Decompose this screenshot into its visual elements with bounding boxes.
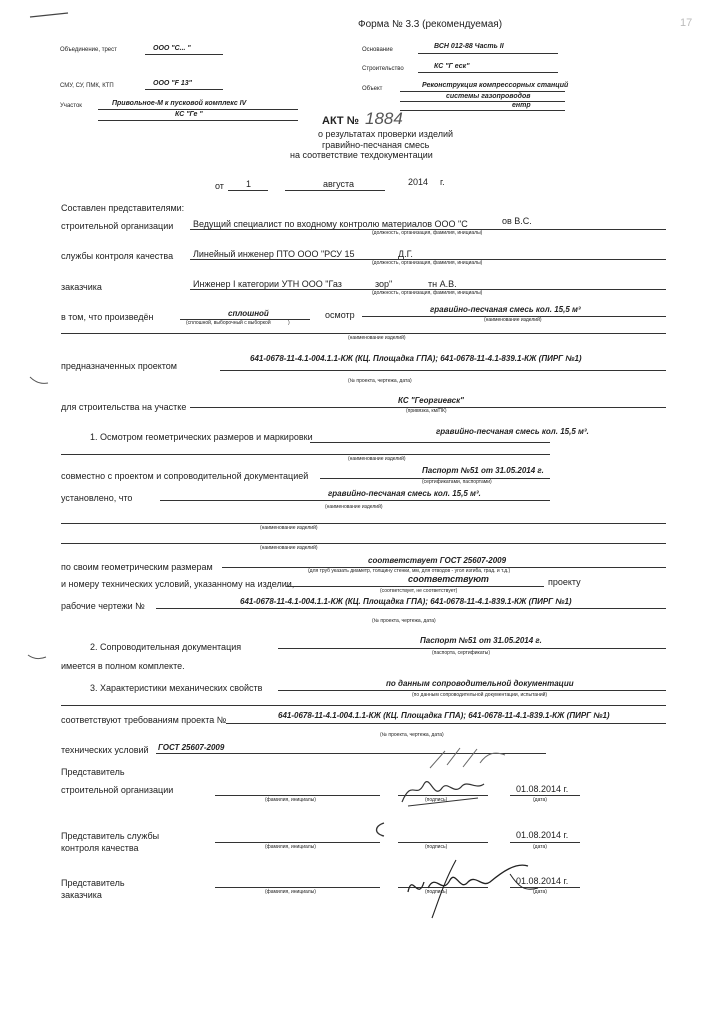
- hint-fio-3: (фамилия, инициалы): [265, 889, 316, 895]
- hint-proekt-3: (№ проекта, чертежа, дата): [380, 732, 444, 738]
- hint-podpis-1: (подпись): [425, 797, 448, 803]
- osmotr: осмотр: [325, 310, 355, 320]
- form-title: Форма № 3.3 (рекомендуемая): [358, 19, 503, 30]
- obekt-value3: ентр: [512, 102, 531, 109]
- signature-2: [370, 820, 390, 840]
- act-month: августа: [323, 179, 354, 189]
- sovmestno-label: совместно с проектом и сопроводительной документацией: [61, 471, 309, 481]
- sostavlen: Составлен представителями:: [61, 203, 185, 213]
- hint-dolzhnost-3: (должность, организация, фамилия, инициалы): [372, 290, 483, 296]
- p1-value: гравийно-песчаная смесь кол. 15,5 м³.: [436, 427, 589, 436]
- uchastok-head-value2: КС "Ге ": [175, 111, 203, 118]
- hint-naimenovanie-2: (наименование изделий): [348, 335, 406, 341]
- komplekt: имеется в полном комплекте.: [61, 661, 185, 671]
- obekt-value2: системы газопроводов: [446, 93, 531, 100]
- zakazchik-value-mid: зор": [375, 279, 393, 289]
- smu-label: СМУ, СУ, ПМК, КТП: [60, 83, 114, 89]
- uchastok-value: КС "Георгиевск": [398, 396, 464, 405]
- geom-value: соответствует ГОСТ 25607-2009: [368, 556, 507, 565]
- sootv-value: 641-0678-11-4.1-004.1.1-КЖ (КЦ. Площадка ГПА); 641-0678-11-4.1-839.1-КЖ (ПИРГ №1): [278, 711, 610, 720]
- geom-label: по своим геометрическим размерам: [61, 562, 213, 572]
- nomer-value: соответствуют: [408, 574, 489, 584]
- proizveden-value: сплошной: [228, 309, 269, 318]
- proizveden-hint-end: ): [288, 320, 290, 326]
- zakazchik-value-end: тн А.В.: [428, 279, 457, 289]
- prednaz-label: предназначенных проектом: [61, 361, 177, 371]
- nomer-hint: (соответствует, не соответствует): [380, 588, 458, 594]
- sootv-label: соответствуют требованиям проекта №: [61, 715, 227, 725]
- p3-value: по данным сопроводительной документации: [386, 679, 574, 688]
- zakazchik-value: Инженер I категории УТН ООО "Газ: [193, 279, 342, 289]
- proizveden-label: в том, что произведён: [61, 312, 154, 322]
- hint-naimenovanie-5: (наименование изделий): [260, 525, 318, 531]
- uchastok-head-value1: Привольное-М к пусковой комплекс IV: [112, 100, 247, 107]
- p3-label: 3. Характеристики механических свойств: [90, 683, 263, 693]
- signature-1: [398, 770, 488, 810]
- kontrol-label: службы контроля качества: [61, 251, 174, 261]
- hint-privyazka: (привязка, км/ПК): [406, 408, 447, 414]
- osnovanie-label: Основание: [362, 47, 393, 53]
- act-subtitle-2: гравийно-песчаная смесь: [322, 140, 430, 150]
- smu-value: ООО "F 13": [153, 80, 192, 87]
- hint-data-3: (дата): [533, 889, 547, 895]
- pred2-line2: контроля качества: [61, 843, 139, 853]
- hint-data-2: (дата): [533, 844, 547, 850]
- kontrol-value: Линейный инженер ПТО ООО "РСУ 15: [193, 249, 355, 259]
- pred1-line2: строительной организации: [61, 785, 174, 795]
- hint-data-1: (дата): [533, 797, 547, 803]
- org-value: ООО "С... ": [153, 45, 191, 52]
- kontrol-value-end: Д.Г.: [398, 249, 413, 259]
- geom-hint: (для труб указать диаметр, толщину стенки, мм, для отводов - угол изгиба, град. и т.д.): [308, 568, 511, 574]
- date-3: 01.08.2014 г.: [516, 876, 569, 886]
- proekt-value-1: 641-0678-11-4.1-004.1.1-КЖ (КЦ. Площадка ГПА); 641-0678-11-4.1-839.1-КЖ (ПИРГ №1): [250, 354, 582, 363]
- act-ot: от: [215, 181, 224, 191]
- signature-3: [398, 852, 548, 922]
- hint-naimenovanie-3: (наименование изделий): [348, 456, 406, 462]
- p3-hint: (по данным сопроводительной документации, испытаний): [412, 692, 548, 698]
- act-day: 1: [246, 179, 252, 189]
- zakazchik-label: заказчика: [61, 282, 102, 292]
- hint-naimenovanie-1: (наименование изделий): [484, 317, 542, 323]
- ustanovleno-label: установлено, что: [61, 493, 133, 503]
- act-subtitle-3: на соответствие техдокументации: [290, 150, 433, 160]
- date-2: 01.08.2014 г.: [516, 830, 569, 840]
- p2-value: Паспорт №51 от 31.05.2014 г.: [420, 636, 542, 645]
- act-year-suffix: г.: [440, 177, 445, 187]
- act-number: 1884: [365, 109, 403, 128]
- uchastok-head-label: Участок: [60, 103, 82, 109]
- obekt-value1: Реконструкция компрессорных станций: [422, 82, 569, 89]
- act-title: АКТ №: [322, 115, 359, 127]
- corner-mark: [28, 10, 70, 20]
- tu-value: ГОСТ 25607-2009: [158, 743, 225, 752]
- hint-sertifikat: (сертификатами, паспортами): [422, 479, 492, 485]
- pred3-line1: Представитель: [61, 878, 125, 888]
- pred1-line1: Представитель: [61, 767, 125, 777]
- nomer-end: проекту: [548, 577, 581, 587]
- hint-dolzhnost-1: (должность, организация, фамилия, инициалы): [372, 230, 483, 236]
- p1-label: 1. Осмотром геометрических размеров и маркировки: [90, 432, 313, 442]
- rabochie-value: 641-0678-11-4.1-004.1.1-КЖ (КЦ. Площадка ГПА); 641-0678-11-4.1-839.1-КЖ (ПИРГ №1): [240, 597, 572, 606]
- stroit-org-label: строительной организации: [61, 221, 174, 231]
- hint-fio-1: (фамилия, инициалы): [265, 797, 316, 803]
- izdelie-value-1: гравийно-песчаная смесь кол. 15,5 м³: [430, 305, 581, 314]
- org-label: Объединение, трест: [60, 47, 117, 53]
- stroitelstvo-label: Строительство: [362, 66, 404, 72]
- proizveden-hint: (сплошной, выборочный с выборкой: [186, 320, 271, 326]
- hint-proekt-2: (№ проекта, чертежа, дата): [372, 618, 436, 624]
- margin-tick: [26, 649, 48, 663]
- rabochie-label: рабочие чертежи №: [61, 601, 145, 611]
- ustanovleno-value: гравийно-песчаная смесь кол. 15,5 м³.: [328, 489, 481, 498]
- obekt-label: Объект: [362, 86, 383, 92]
- stroitelstvo-value: КС "Г еск": [434, 63, 470, 70]
- margin-tick: [28, 373, 50, 387]
- stroit-org-value-end: ов В.С.: [502, 216, 532, 226]
- osnovanie-value: ВСН 012-88 Часть II: [434, 43, 504, 50]
- corner-number: 17: [680, 17, 693, 29]
- stroit-org-value: Ведущий специалист по входному контролю материалов ООО "С: [193, 219, 468, 229]
- signature-scribble-top: [425, 743, 520, 773]
- act-subtitle-1: о результатах проверки изделий: [318, 129, 453, 139]
- act-year: 2014: [408, 177, 429, 187]
- pred3-line2: заказчика: [61, 890, 102, 900]
- date-1: 01.08.2014 г.: [516, 784, 569, 794]
- p2-label: 2. Сопроводительная документация: [90, 642, 242, 652]
- hint-fio-2: (фамилия, инициалы): [265, 844, 316, 850]
- hint-pasport: (паспорта, сертификаты): [432, 650, 491, 656]
- hint-naimenovanie-6: (наименование изделий): [260, 545, 318, 551]
- hint-proekt-1: (№ проекта, чертежа, дата): [348, 378, 412, 384]
- hint-dolzhnost-2: (должность, организация, фамилия, инициалы): [372, 260, 483, 266]
- pred2-line1: Представитель службы: [61, 831, 160, 841]
- nomer-label: и номеру технических условий, указанному на изделии,: [61, 579, 295, 589]
- uchastok-label: для строительства на участке: [61, 402, 187, 412]
- hint-podpis-2: (подпись): [425, 844, 448, 850]
- tu-label: технических условий: [61, 745, 149, 755]
- hint-naimenovanie-4: (наименование изделий): [325, 504, 383, 510]
- pasport-value-1: Паспорт №51 от 31.05.2014 г.: [422, 466, 544, 475]
- hint-podpis-3: (подпись): [425, 889, 448, 895]
